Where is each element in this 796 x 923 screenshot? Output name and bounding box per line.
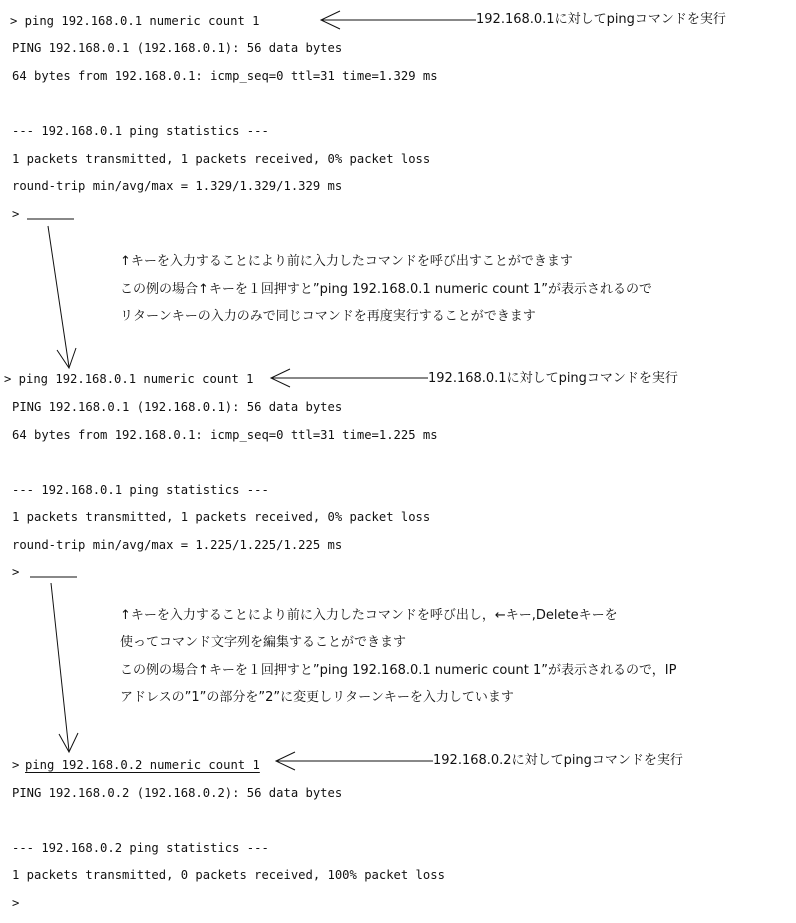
stats-rtt-1: round-trip min/avg/max = 1.329/1.329/1.329 ms <box>12 179 343 193</box>
stats-rtt-2: round-trip min/avg/max = 1.225/1.225/1.225 ms <box>12 538 343 552</box>
note2-line1: ↑キーを入力することにより前に入力したコマンドを呼び出し，←キー,Deleteキーを <box>120 608 618 623</box>
reply-header-3: PING 192.168.0.2 (192.168.0.2): 56 data bytes <box>12 786 343 800</box>
arrow-down-line-2 <box>51 583 69 751</box>
note2-line2: 使ってコマンド文字列を編集することができます <box>120 635 407 650</box>
stats-header-3: --- 192.168.0.2 ping statistics --- <box>12 841 269 855</box>
note1-line3: リターンキーの入力のみで同じコマンドを再度実行することができます <box>120 309 536 324</box>
annotation-1: 192.168.0.1に対してpingコマンドを実行 <box>476 12 726 27</box>
prompt-mark-3: > <box>12 758 20 772</box>
command-line-1: > ping 192.168.0.1 numeric count 1 <box>10 14 260 28</box>
annotation-2: 192.168.0.1に対してpingコマンドを実行 <box>428 371 678 386</box>
prompt-2: > <box>12 565 20 579</box>
reply-header-1: PING 192.168.0.1 (192.168.0.1): 56 data bytes <box>12 41 343 55</box>
arrow-head-3 <box>276 752 295 770</box>
prompt-1: > <box>12 207 20 221</box>
command-line-2: > ping 192.168.0.1 numeric count 1 <box>4 372 254 386</box>
reply-line-1: 64 bytes from 192.168.0.1: icmp_seq=0 ttl=31 time=1.329 ms <box>12 69 438 83</box>
arrow-head-1 <box>321 11 340 29</box>
arrow-down-line-1 <box>48 226 69 367</box>
command-line-3: ping 192.168.0.2 numeric count 1 <box>25 758 260 772</box>
stats-packets-1: 1 packets transmitted, 1 packets received, 0% packet loss <box>12 152 431 166</box>
arrow-down-head-2 <box>59 733 78 752</box>
note2-line3: この例の場合↑キーを１回押すと”ping 192.168.0.1 numeric count 1”が表示されるので，IP <box>120 663 677 678</box>
annotation-3: 192.168.0.2に対してpingコマンドを実行 <box>433 753 683 768</box>
stats-header-2: --- 192.168.0.1 ping statistics --- <box>12 483 269 497</box>
stats-packets-3: 1 packets transmitted, 0 packets received, 100% packet loss <box>12 868 445 882</box>
stats-header-1: --- 192.168.0.1 ping statistics --- <box>12 124 269 138</box>
note2-line4: アドレスの”1”の部分を”2”に変更しリターンキーを入力しています <box>120 690 514 705</box>
reply-line-2: 64 bytes from 192.168.0.1: icmp_seq=0 ttl=31 time=1.225 ms <box>12 428 438 442</box>
note1-line2: この例の場合↑キーを１回押すと”ping 192.168.0.1 numeric count 1”が表示されるので <box>120 282 653 297</box>
prompt-3: > <box>12 896 20 910</box>
note1-line1: ↑キーを入力することにより前に入力したコマンドを呼び出すことができます <box>120 254 573 269</box>
stats-packets-2: 1 packets transmitted, 1 packets received, 0% packet loss <box>12 510 431 524</box>
reply-header-2: PING 192.168.0.1 (192.168.0.1): 56 data bytes <box>12 400 343 414</box>
arrow-down-head-1 <box>57 348 76 368</box>
arrow-head-2 <box>271 369 290 387</box>
